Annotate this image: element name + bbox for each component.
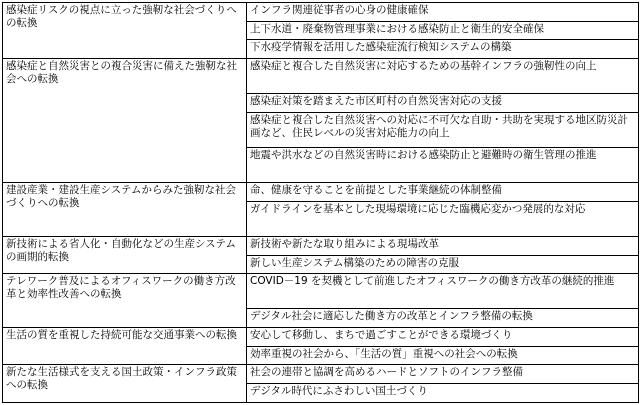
category-cell: 建設産業・建設生産システムからみた強靭な社会づくりへの転換 (3, 183, 247, 237)
item-cell: ガイドラインを基本とした現場環境に応じた臨機応変かつ発展的な対応 (247, 201, 639, 236)
item-cell: 新しい生産システム構築のための障害の克服 (247, 255, 639, 274)
item-cell: 新技術や新たな取り組みによる現場改革 (247, 236, 639, 255)
item-cell: 感染症対策を踏まえた市区町村の自然災害対応の支援 (247, 94, 639, 113)
item-cell: 社会の連帯と協調を高めるハードとソフトのインフラ整備 (247, 365, 639, 384)
table-row (3, 328, 639, 347)
category-cell: 新技術による省人化・自動化などの生産システムの画期的転換 (3, 236, 247, 273)
item-cell: 下水疫学情報を活用した感染症流行検知システムの構築 (247, 40, 639, 59)
document-page (2, 2, 638, 403)
category-cell: テレワーク普及によるオフィスワークの働き方改革と効率性改善への転換 (3, 274, 247, 328)
policy-table (2, 2, 639, 403)
item-cell: COVID－19 を契機として前進したオフィスワークの働き方改革の継続的推進 (247, 274, 639, 309)
item-cell: 上下水道・廃棄物管理事業における感染防止と衛生的安全確保 (247, 21, 639, 40)
table-row (3, 59, 639, 94)
category-cell: 感染症リスクの視点に立った強靭な社会づくりへの転換 (3, 3, 247, 59)
item-cell: 命、健康を守ることを前提とした事業継続の体制整備 (247, 183, 639, 202)
table-row (3, 274, 639, 309)
table-row (3, 3, 639, 22)
item-cell: 感染症と複合した自然災害への対応に不可欠な自助・共助を実現する地区防災計画など、住民レベルの災害対応能力の向上 (247, 112, 639, 147)
item-cell: デジタル時代にふさわしい国土づくり (247, 384, 639, 403)
table-row (3, 183, 639, 202)
item-cell: 感染症と複合した自然災害に対応するための基幹インフラの強靭性の向上 (247, 59, 639, 94)
item-cell: 地震や洪水などの自然災害時における感染防止と避難時の衛生管理の推進 (247, 147, 639, 182)
table-row (3, 365, 639, 384)
item-cell: 安心して移動し、まちで過ごすことができる環境づくり (247, 328, 639, 347)
category-cell: 新たな生活様式を支える国土政策・インフラ政策への転換 (3, 365, 247, 403)
item-cell: 効率重視の社会から、「生活の質」重視への社会への転換 (247, 346, 639, 365)
item-cell: デジタル社会に適応した働き方の改革とインフラ整備の転換 (247, 309, 639, 328)
category-cell: 生活の質を重視した持続可能な交通事業への転換 (3, 328, 247, 365)
item-cell: インフラ関連従事者の心身の健康確保 (247, 3, 639, 22)
table-row (3, 236, 639, 255)
category-cell: 感染症と自然災害との複合災害に備えた強靭な社会への転換 (3, 59, 247, 183)
